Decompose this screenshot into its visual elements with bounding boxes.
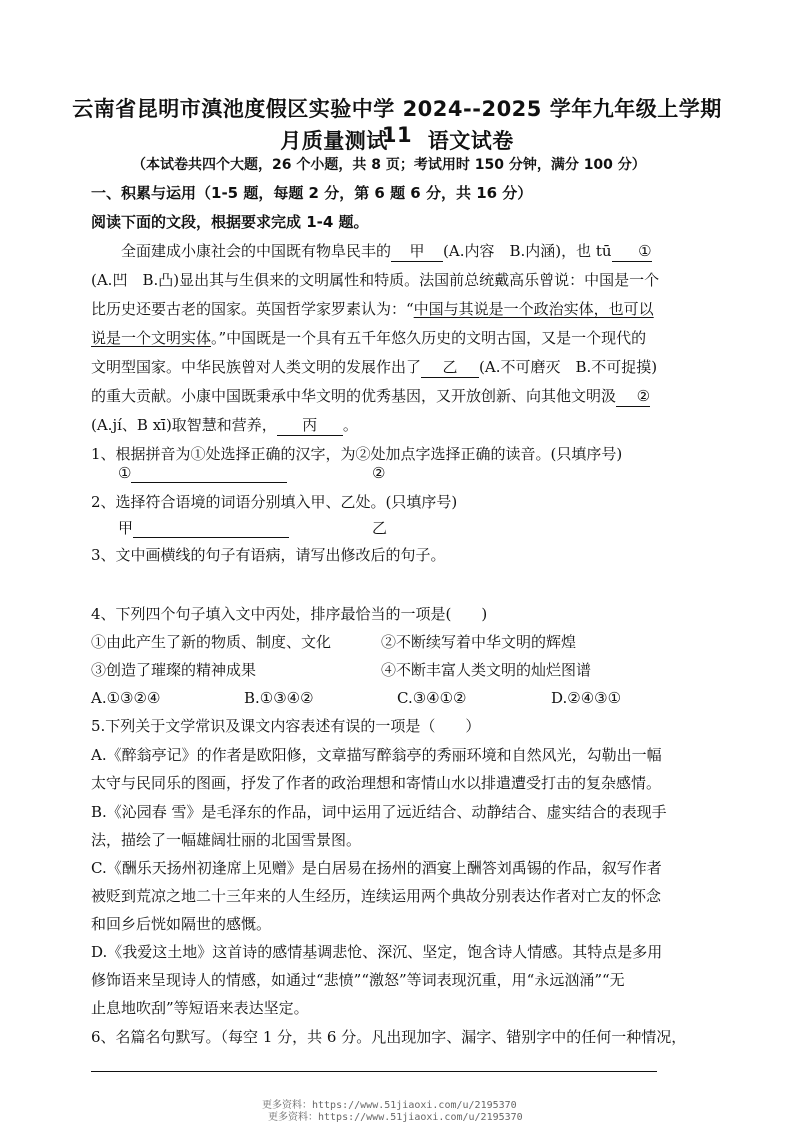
- passage-text: 的重大贡献。小康中国既秉承中华文明的优秀基因，又开放创新、向其他文明汲: [91, 387, 617, 405]
- exam-title-month: 月质量测试: [280, 129, 388, 153]
- passage-line-4: [91, 328, 707, 348]
- blank-2: ②: [616, 386, 650, 407]
- q4-option-d[interactable]: D.②④③①: [551, 689, 622, 707]
- q5-option-b-line1[interactable]: B.《沁园春 雪》是毛泽东的作品，词中运用了远近结合、动静结合、虚实结合的表现手: [91, 803, 667, 821]
- footer-link-1[interactable]: 更多资料：https://www.51jiaoxi.com/u/2195370: [262, 1100, 517, 1111]
- q4-sentence-3: ③创造了璀璨的精神成果: [91, 661, 257, 679]
- passage-line-6: [91, 386, 707, 407]
- question-3: 3、文中画横线的句子有语病，请写出修改后的句子。: [91, 546, 446, 564]
- blank-1: ①: [612, 241, 652, 262]
- answer-line[interactable]: [131, 468, 287, 483]
- exam-title-line1: 云南省昆明市滇池度假区实验中学 2024--2025 学年九年级上学期 11: [72, 97, 722, 147]
- passage-text: (A.内容 B.内涵)，也 tū: [443, 242, 612, 260]
- passage-text: 。”中国既是一个具有五千年悠久历史的文明古国，又是一个现代的: [211, 329, 647, 347]
- footer-link-2[interactable]: 更多资料：https://www.51jiaoxi.com/u/2195370: [268, 1112, 523, 1123]
- q4-sentence-4: ④不断丰富人类文明的灿烂图谱: [381, 661, 592, 679]
- answer-line[interactable]: [133, 523, 289, 538]
- passage-text: 全面建成小康社会的中国既有物阜民丰的: [121, 242, 392, 260]
- answer-label: ①: [118, 464, 132, 482]
- q5-option-b-line2: 法，描绘了一幅雄阔壮丽的北国雪景图。: [91, 831, 362, 849]
- passage-text: (A.不可磨灭 B.不可捉摸): [479, 358, 658, 376]
- passage-text: (A.jí、B xī)取智慧和营养，: [91, 416, 277, 434]
- exam-title-line2: [60, 125, 734, 155]
- passage-line-3: [91, 299, 707, 319]
- q4-sentence-1: ①由此产生了新的物质、制度、文化: [91, 633, 332, 651]
- question-4: 4、下列四个句子填入文中丙处，排序最恰当的一项是( ): [91, 605, 488, 623]
- blank-jia: 甲: [391, 241, 443, 262]
- exam-instructions: （本试卷共四个大题，26 个小题，共 8 页；考试用时 150 分钟，满分 100 分）: [132, 157, 646, 173]
- q5-option-d-line1[interactable]: D.《我爱这土地》这首诗的感情基调悲怆、深沉、坚定，饱含诗人情感。其特点是多用: [91, 943, 663, 961]
- question-5: 5.下列关于文学常识及课文内容表述有误的一项是（ ）: [91, 717, 481, 735]
- q1-answer-1: [118, 463, 287, 483]
- q5-option-a-line2: 太守与民同乐的图画，抒发了作者的政治理想和寄情山水以排遣遭受打击的复杂感情。: [91, 774, 662, 792]
- q4-option-b[interactable]: B.①③④②: [244, 689, 314, 707]
- q5-option-c-line1[interactable]: C.《酬乐天扬州初逢席上见赠》是白居易在扬州的酒宴上酬答刘禹锡的作品，叙写作者: [91, 859, 662, 877]
- passage-text: 。: [342, 416, 358, 434]
- q2-answer-1: [118, 518, 289, 538]
- question-1: 1、根据拼音为①处选择正确的汉字，为②处加点字选择正确的读音。(只填序号): [91, 445, 623, 463]
- question-2: 2、选择符合语境的词语分别填入甲、乙处。(只填序号): [91, 493, 458, 511]
- q5-option-d-line3: 止息地吹刮”等短语来表达坚定。: [91, 999, 309, 1017]
- q5-option-c-line3: 和回乡后恍如隔世的感慨。: [91, 915, 272, 933]
- underlined-sentence: 中国与其说是一个政治实体，也可以: [413, 300, 654, 318]
- passage-line-7: [91, 415, 707, 436]
- read-instruction: 阅读下面的文段，根据要求完成 1-4 题。: [91, 213, 369, 231]
- passage-line-5: [91, 357, 707, 378]
- passage-line-1: [121, 241, 737, 262]
- underlined-sentence: 说是一个文明实体: [91, 329, 212, 347]
- section1-heading: 一、积累与运用（1-5 题，每题 2 分，第 6 题 6 分，共 16 分）: [91, 184, 533, 202]
- answer-label: 甲: [118, 519, 134, 537]
- exam-title-subject: 语文试卷: [427, 129, 514, 153]
- q4-sentence-2: ②不断续写着中华文明的辉煌: [381, 633, 577, 651]
- passage-text: 比历史还要古老的国家。英国哲学家罗素认为：“: [91, 300, 414, 318]
- blank-yi: 乙: [421, 357, 479, 378]
- q1-answer-2: ②: [372, 464, 386, 482]
- blank-bing: 丙: [277, 415, 343, 436]
- passage-text: 文明型国家。中华民族曾对人类文明的发展作出了: [91, 358, 422, 376]
- q4-option-a[interactable]: A.①③②④: [91, 689, 161, 707]
- passage-line-2: (A.凹 B.凸)显出其与生俱来的文明属性和特质。法国前总统戴高乐曾说：中国是一个: [91, 271, 660, 289]
- q5-option-a-line1[interactable]: A.《醉翁亭记》的作者是欧阳修，文章描写醉翁亭的秀丽环境和自然风光，勾勒出一幅: [91, 746, 662, 764]
- page-divider: [91, 1071, 657, 1072]
- q5-option-c-line2: 被贬到荒凉之地二十三年来的人生经历，连续运用两个典故分别表达作者对亡友的怀念: [91, 887, 662, 905]
- q2-answer-2: 乙: [372, 519, 388, 537]
- q5-option-d-line2: 修饰语来呈现诗人的情感，如通过“悲愤”“激怒”等词表现沉重，用“永远汹涌”“无: [91, 971, 625, 989]
- question-6: 6、名篇名句默写。（每空 1 分，共 6 分。凡出现加字、漏字、错别字中的任何一种情况，: [91, 1028, 687, 1046]
- q4-option-c[interactable]: C.③④①②: [397, 689, 467, 707]
